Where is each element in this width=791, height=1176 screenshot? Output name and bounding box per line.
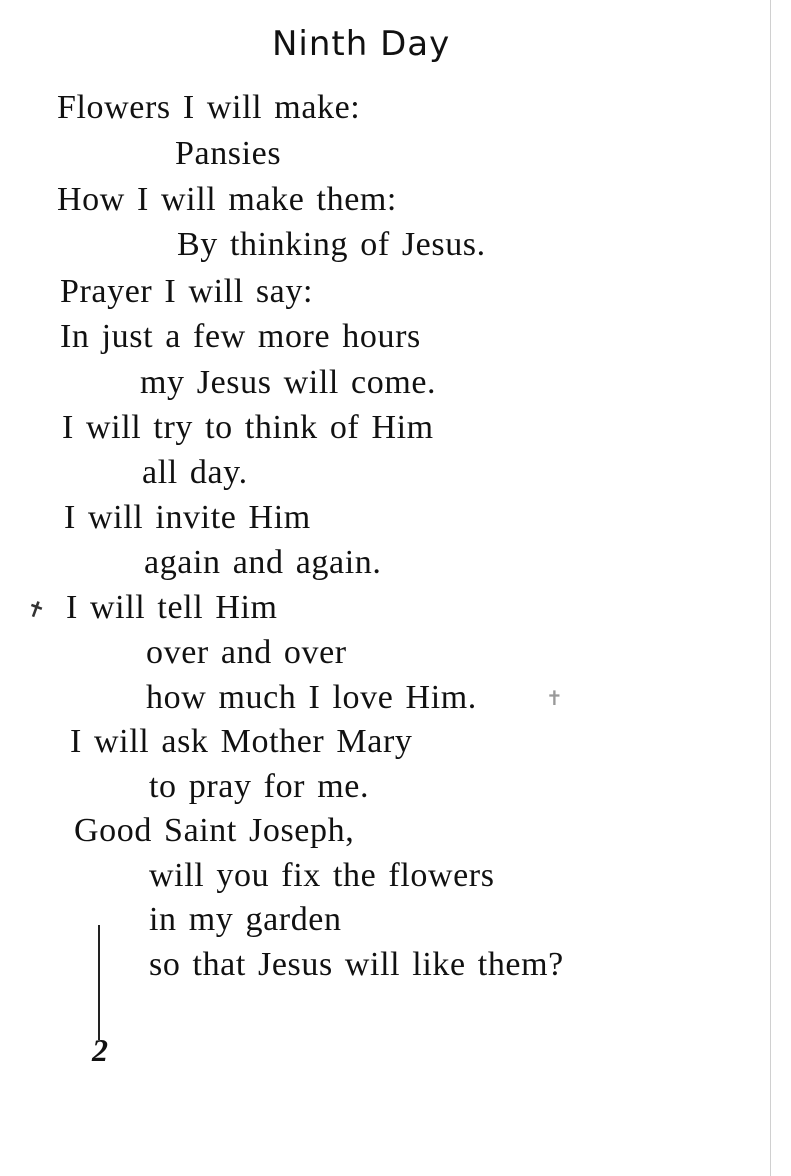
- poem-line: my Jesus will come.: [140, 364, 437, 401]
- page-number: 2: [92, 1032, 109, 1068]
- poem-line: I will ask Mother Mary: [70, 723, 413, 760]
- right-cross-mark: ✝: [546, 686, 563, 710]
- poem-line: all day.: [142, 454, 248, 491]
- poem-line: I will try to think of Him: [62, 409, 434, 446]
- page-edge-shadow: [770, 0, 771, 1176]
- poem-line: Good Saint Joseph,: [74, 812, 355, 849]
- poem-line: Flowers I will make:: [57, 89, 361, 126]
- poem-line: By thinking of Jesus.: [177, 226, 486, 263]
- poem-line: over and over: [146, 634, 347, 671]
- poem-line: again and again.: [144, 544, 382, 581]
- page-title: Ninth Day: [272, 24, 451, 64]
- poem-line: In just a few more hours: [60, 318, 421, 355]
- poem-line: Prayer I will say:: [60, 273, 314, 310]
- poem-line: I will tell Him: [66, 589, 278, 626]
- poem-line: How I will make them:: [57, 181, 397, 218]
- left-cross-mark: ✝: [22, 595, 49, 626]
- poem-line: will you fix the flowers: [149, 857, 495, 894]
- margin-rule: [98, 925, 100, 1040]
- poem-line: so that Jesus will like them?: [149, 946, 564, 983]
- poem-line: how much I love Him.: [146, 679, 477, 716]
- poem-line: Pansies: [175, 135, 282, 172]
- poem-line: I will invite Him: [64, 499, 311, 536]
- poem-line: to pray for me.: [149, 768, 370, 805]
- poem-line: in my garden: [149, 901, 342, 938]
